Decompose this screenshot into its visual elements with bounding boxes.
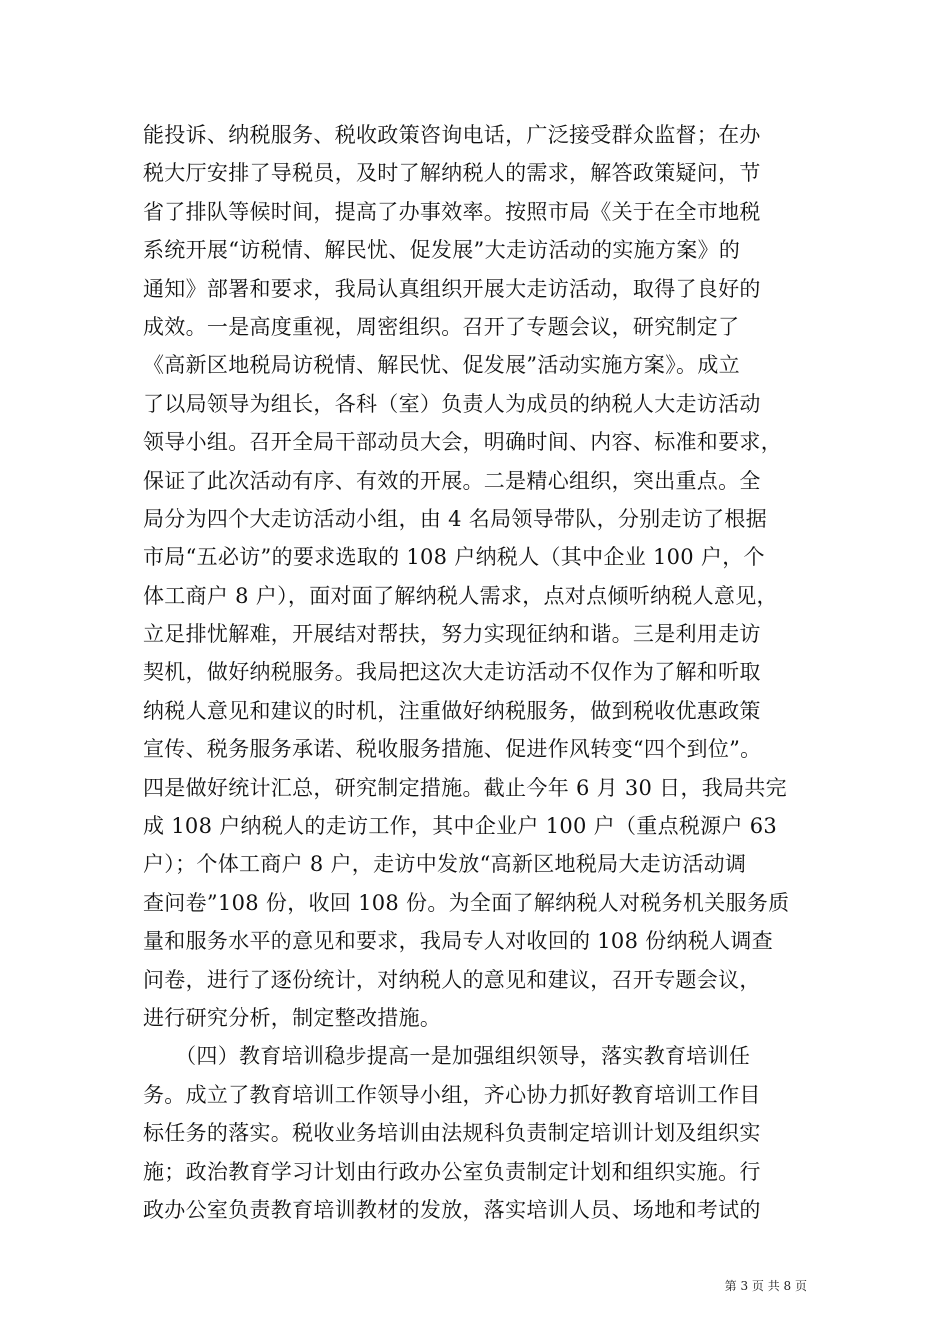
- text-line: 市局“五必访”的要求选取的 108 户纳税人（其中企业 100 户，个: [143, 545, 765, 570]
- text-line: 标任务的落实。税收业务培训由法规科负责制定培训计划及组织实: [143, 1121, 761, 1146]
- text-line: 量和服务水平的意见和要求，我局专人对收回的 108 份纳税人调查: [143, 929, 774, 954]
- page-number-footer: 第 3 页 共 8 页: [724, 1279, 807, 1293]
- text-line: 成 108 户纳税人的走访工作，其中企业户 100 户（重点税源户 63: [143, 814, 778, 839]
- text-line: （四）教育培训稳步提高一是加强组织领导，落实教育培训任: [143, 1044, 751, 1069]
- text-line: 系统开展“访税情、解民忧、促发展”大走访活动的实施方案》的: [143, 238, 741, 263]
- text-line: 纳税人意见和建议的时机，注重做好纳税服务，做到税收优惠政策: [143, 698, 761, 723]
- text-line: 问卷，进行了逐份统计，对纳税人的意见和建议，召开专题会议，: [143, 967, 761, 992]
- text-line: 务。成立了教育培训工作领导小组，齐心协力抓好教育培训工作目: [143, 1082, 761, 1107]
- text-line: 契机，做好纳税服务。我局把这次大走访活动不仅作为了解和听取: [143, 660, 761, 685]
- text-line: 户）；个体工商户 8 户，走访中发放“高新区地税局大走访活动调: [143, 852, 747, 877]
- text-line: 税大厅安排了导税员，及时了解纳税人的需求，解答政策疑问，节: [143, 161, 761, 186]
- text-line: 进行研究分析，制定整改措施。: [143, 1005, 442, 1030]
- text-line: 省了排队等候时间，提高了办事效率。按照市局《关于在全市地税: [143, 199, 761, 224]
- text-line: 政办公室负责教育培训教材的发放，落实培训人员、场地和考试的: [143, 1197, 761, 1222]
- text-line: 四是做好统计汇总，研究制定措施。截止今年 6 月 30 日，我局共完: [143, 775, 787, 800]
- text-line: 了以局领导为组长，各科（室）负责人为成员的纳税人大走访活动: [143, 391, 761, 416]
- text-line: 保证了此次活动有序、有效的开展。二是精心组织，突出重点。全: [143, 468, 761, 493]
- text-line: 成效。一是高度重视，周密组织。召开了专题会议，研究制定了: [143, 314, 740, 339]
- text-line: 体工商户 8 户），面对面了解纳税人需求，点对点倾听纳税人意见，: [143, 583, 778, 608]
- text-line: 领导小组。召开全局干部动员大会，明确时间、内容、标准和要求，: [143, 430, 782, 455]
- text-line: 能投诉、纳税服务、税收政策咨询电话，广泛接受群众监督；在办: [143, 123, 761, 147]
- text-line: 立足排忧解难，开展结对帮扶，努力实现征纳和谐。三是利用走访: [143, 622, 761, 647]
- text-line: 通知》部署和要求，我局认真组织开展大走访活动，取得了良好的: [143, 276, 761, 301]
- text-line: 施；政治教育学习计划由行政办公室负责制定计划和组织实施。行: [143, 1159, 761, 1184]
- text-line: 《高新区地税局访税情、解民忧、促发展”活动实施方案》。成立: [143, 353, 740, 378]
- text-line: 局分为四个大走访活动小组，由 4 名局领导带队，分别走访了根据: [143, 506, 768, 531]
- text-line: 查问卷”108 份，收回 108 份。为全面了解纳税人对税务机关服务质: [143, 890, 790, 915]
- text-line: 宣传、税务服务承诺、税收服务措施、促进作风转变“四个到位”。: [143, 737, 762, 762]
- body-text: [143, 116, 807, 1229]
